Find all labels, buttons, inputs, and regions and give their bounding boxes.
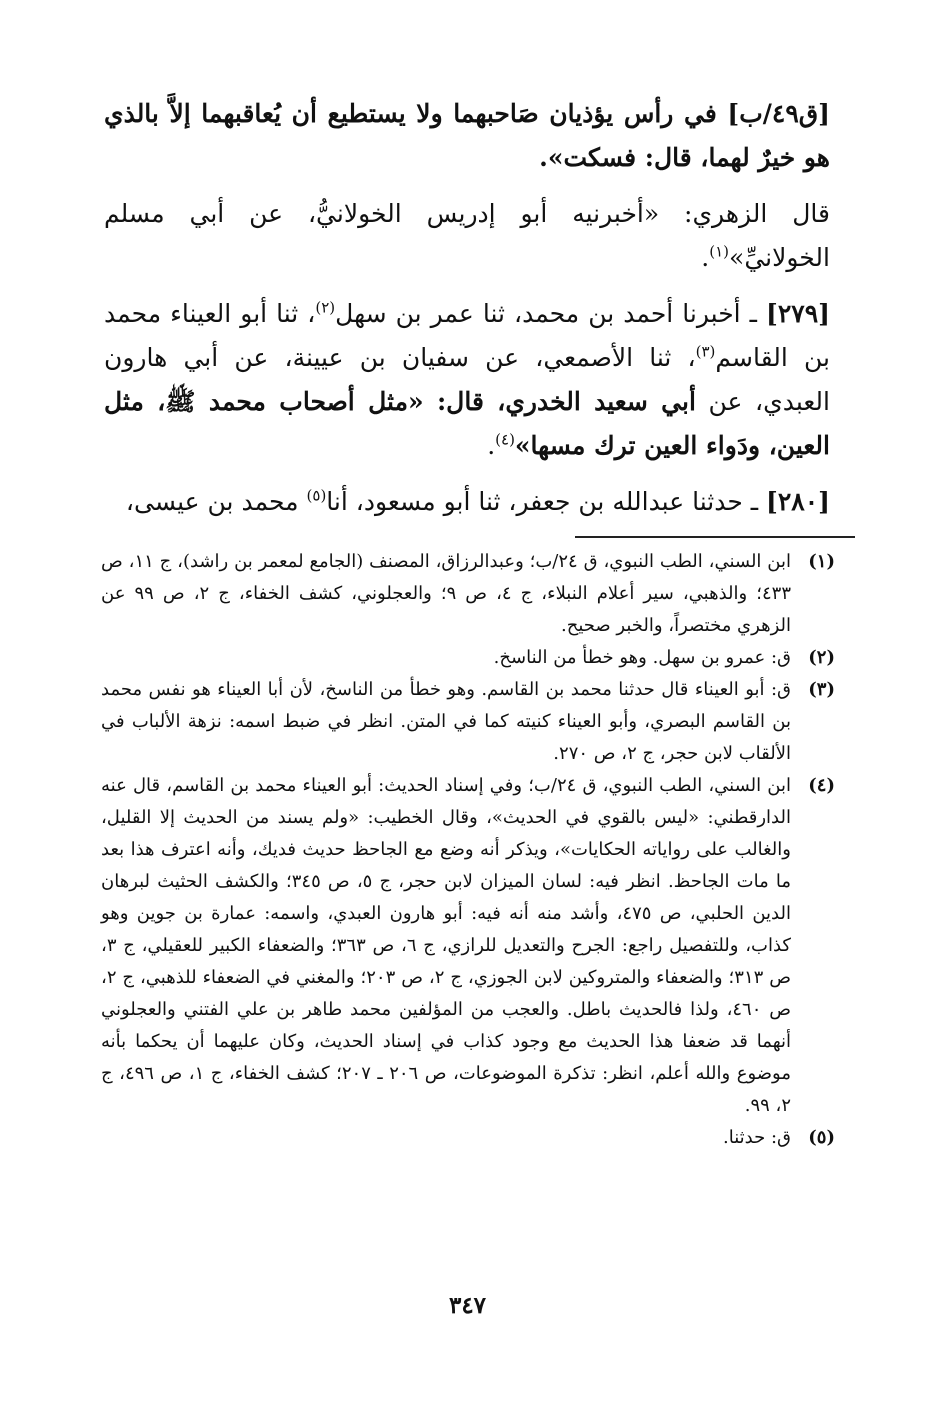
- manuscript-folio-ref: [ق٤٩/ب]: [727, 99, 830, 128]
- main-text: [104, 92, 830, 524]
- footnote-number: (٢): [808, 647, 835, 668]
- footnote-text: ق: أبو العيناء قال حدثنا محمد بن القاسم. وهو خطأ من الناسخ، لأن أبا العيناء هو نفس محمد بن القاسم البصري، وأبو العيناء كنيته كما في المتن. انظر في ضبط اسمه: نزهة الألباب في الألقاب لابن حجر، ج ٢، ص ٢٧٠.: [101, 679, 791, 764]
- footnote-3: [101, 674, 835, 770]
- footnote-text: ق: حدثنا.: [723, 1127, 791, 1148]
- hadith-280-chain-2: محمد بن عيسى،: [125, 487, 307, 516]
- hadith-279-chain-3: ، ثنا الأصمعي، عن سفيان بن عيينة، عن أبي هارون العبدي، عن: [104, 343, 830, 416]
- footnote-separator: [575, 536, 855, 538]
- page-number: ٣٤٧: [448, 1292, 487, 1319]
- footnote-1: [101, 546, 835, 642]
- footnote-number: (١): [808, 551, 835, 572]
- hadith-280: [104, 480, 830, 524]
- paragraph-2: [104, 192, 830, 280]
- hadith-number: [٢٨٠]: [766, 487, 830, 516]
- footnote-number: (٤): [808, 775, 835, 796]
- footnote-4: [101, 770, 835, 1122]
- paragraph-1-text: في رأس يؤذيان صَاحبهما ولا يستطيع أن يُعاقبهما إلاَّ بالذي هو خيرٌ لهما، قال: فسكت».: [104, 99, 830, 172]
- footnote-marker-1: (١): [709, 242, 730, 261]
- hadith-279-matn: أبي سعيد الخدري، قال: «مثل أصحاب محمد ﷺ، مثل العين، ودَواء العين ترك مسها»: [104, 387, 830, 460]
- hadith-279: [104, 292, 830, 468]
- paragraph-2-text: قال الزهري: «أخبرنيه أبو إدريس الخولانيُّ، عن أبي مسلم الخولانيِّ»: [104, 199, 830, 272]
- footnote-number: (٣): [808, 679, 835, 700]
- footnote-text: ابن السني، الطب النبوي، ق ٢٤/ب؛ وفي إسناد الحديث: أبو العيناء محمد بن القاسم، قال عنه الدارقطني: «ليس بالقوي في الحديث»، وقال الخطيب: «ولم يسند من الحديث إلا القليل، والغالب على رواياته الحكايات»، ويذكر أنه وضع مع الجاحظ حديث فديك، وأنه اعترف هذا بعد ما مات الجاحظ. انظر فيه: لسان الميزان لابن حجر، ج ٥، ص ٣٤٥؛ والكشف الحثيث لبرهان الدين الحلبي، ص ٤٧٥، وأشد منه أنه فيه: أبو هارون العبدي، واسمه: عمارة بن جوين وهو كذاب، وللتفصيل راجع: الجرح والتعديل للرازي، ج ٦، ص ٣٦٣؛ والضعفاء الكبير للعقيلي، ج ٣، ص ٣١٣؛ والضعفاء والمتروكين لابن الجوزي، ج ٢، ص ٢٠٣؛ والمغني في الضعفاء للذهبي، ج ٢، ص ٤٦٠، ولذا فالحديث باطل. والعجب من المؤلفين محمد طاهر بن علي الفتني والعجلوني أنهما قد ضعفا هذا الحديث مع وجود كذاب في إسناد الحديث، وكان عليهما أن يحكما بأنه موضوع والله أعلم، انظر: تذكرة الموضوعات، ص ٢٠٦ ـ ٢٠٧؛ كشف الخفاء، ج ١، ص ٤٩٦، ج ٢، ٩٩.: [101, 775, 792, 1116]
- hadith-279-end: .: [487, 431, 496, 460]
- footnote-marker-3: (٣): [695, 342, 716, 361]
- footnote-5: [101, 1122, 835, 1154]
- footnote-marker-2: (٢): [315, 298, 336, 317]
- hadith-279-chain-2: ، ثنا أبو العيناء محمد بن القاسم: [104, 299, 830, 372]
- hadith-279-chain-1: ـ أخبرنا أحمد بن محمد، ثنا عمر بن سهل: [335, 299, 757, 328]
- footnotes: [101, 546, 835, 1154]
- footnote-text: ابن السني، الطب النبوي، ق ٢٤/ب؛ وعبدالرزاق، المصنف (الجامع لمعمر بن راشد)، ج ١١، ص ٤٣٣؛ والذهبي، سير أعلام النبلاء، ج ٤، ص ٩؛ والعجلوني، كشف الخفاء، ج ٢، ص ٩٩ عن الزهري مختصراً، والخبر صحيح.: [101, 551, 792, 636]
- footnote-marker-5: (٥): [306, 486, 327, 505]
- footnote-text: ق: عمرو بن سهل. وهو خطأ من الناسخ.: [493, 647, 791, 668]
- footnote-number: (٥): [808, 1127, 835, 1148]
- paragraph-2-end: .: [701, 243, 710, 272]
- footnote-2: [101, 642, 835, 674]
- paragraph-1: [104, 92, 830, 180]
- footnote-marker-4: (٤): [495, 430, 515, 449]
- hadith-280-chain-1: ـ حدثنا عبدالله بن جعفر، ثنا أبو مسعود، أنا: [326, 487, 759, 516]
- hadith-number: [٢٧٩]: [766, 299, 830, 328]
